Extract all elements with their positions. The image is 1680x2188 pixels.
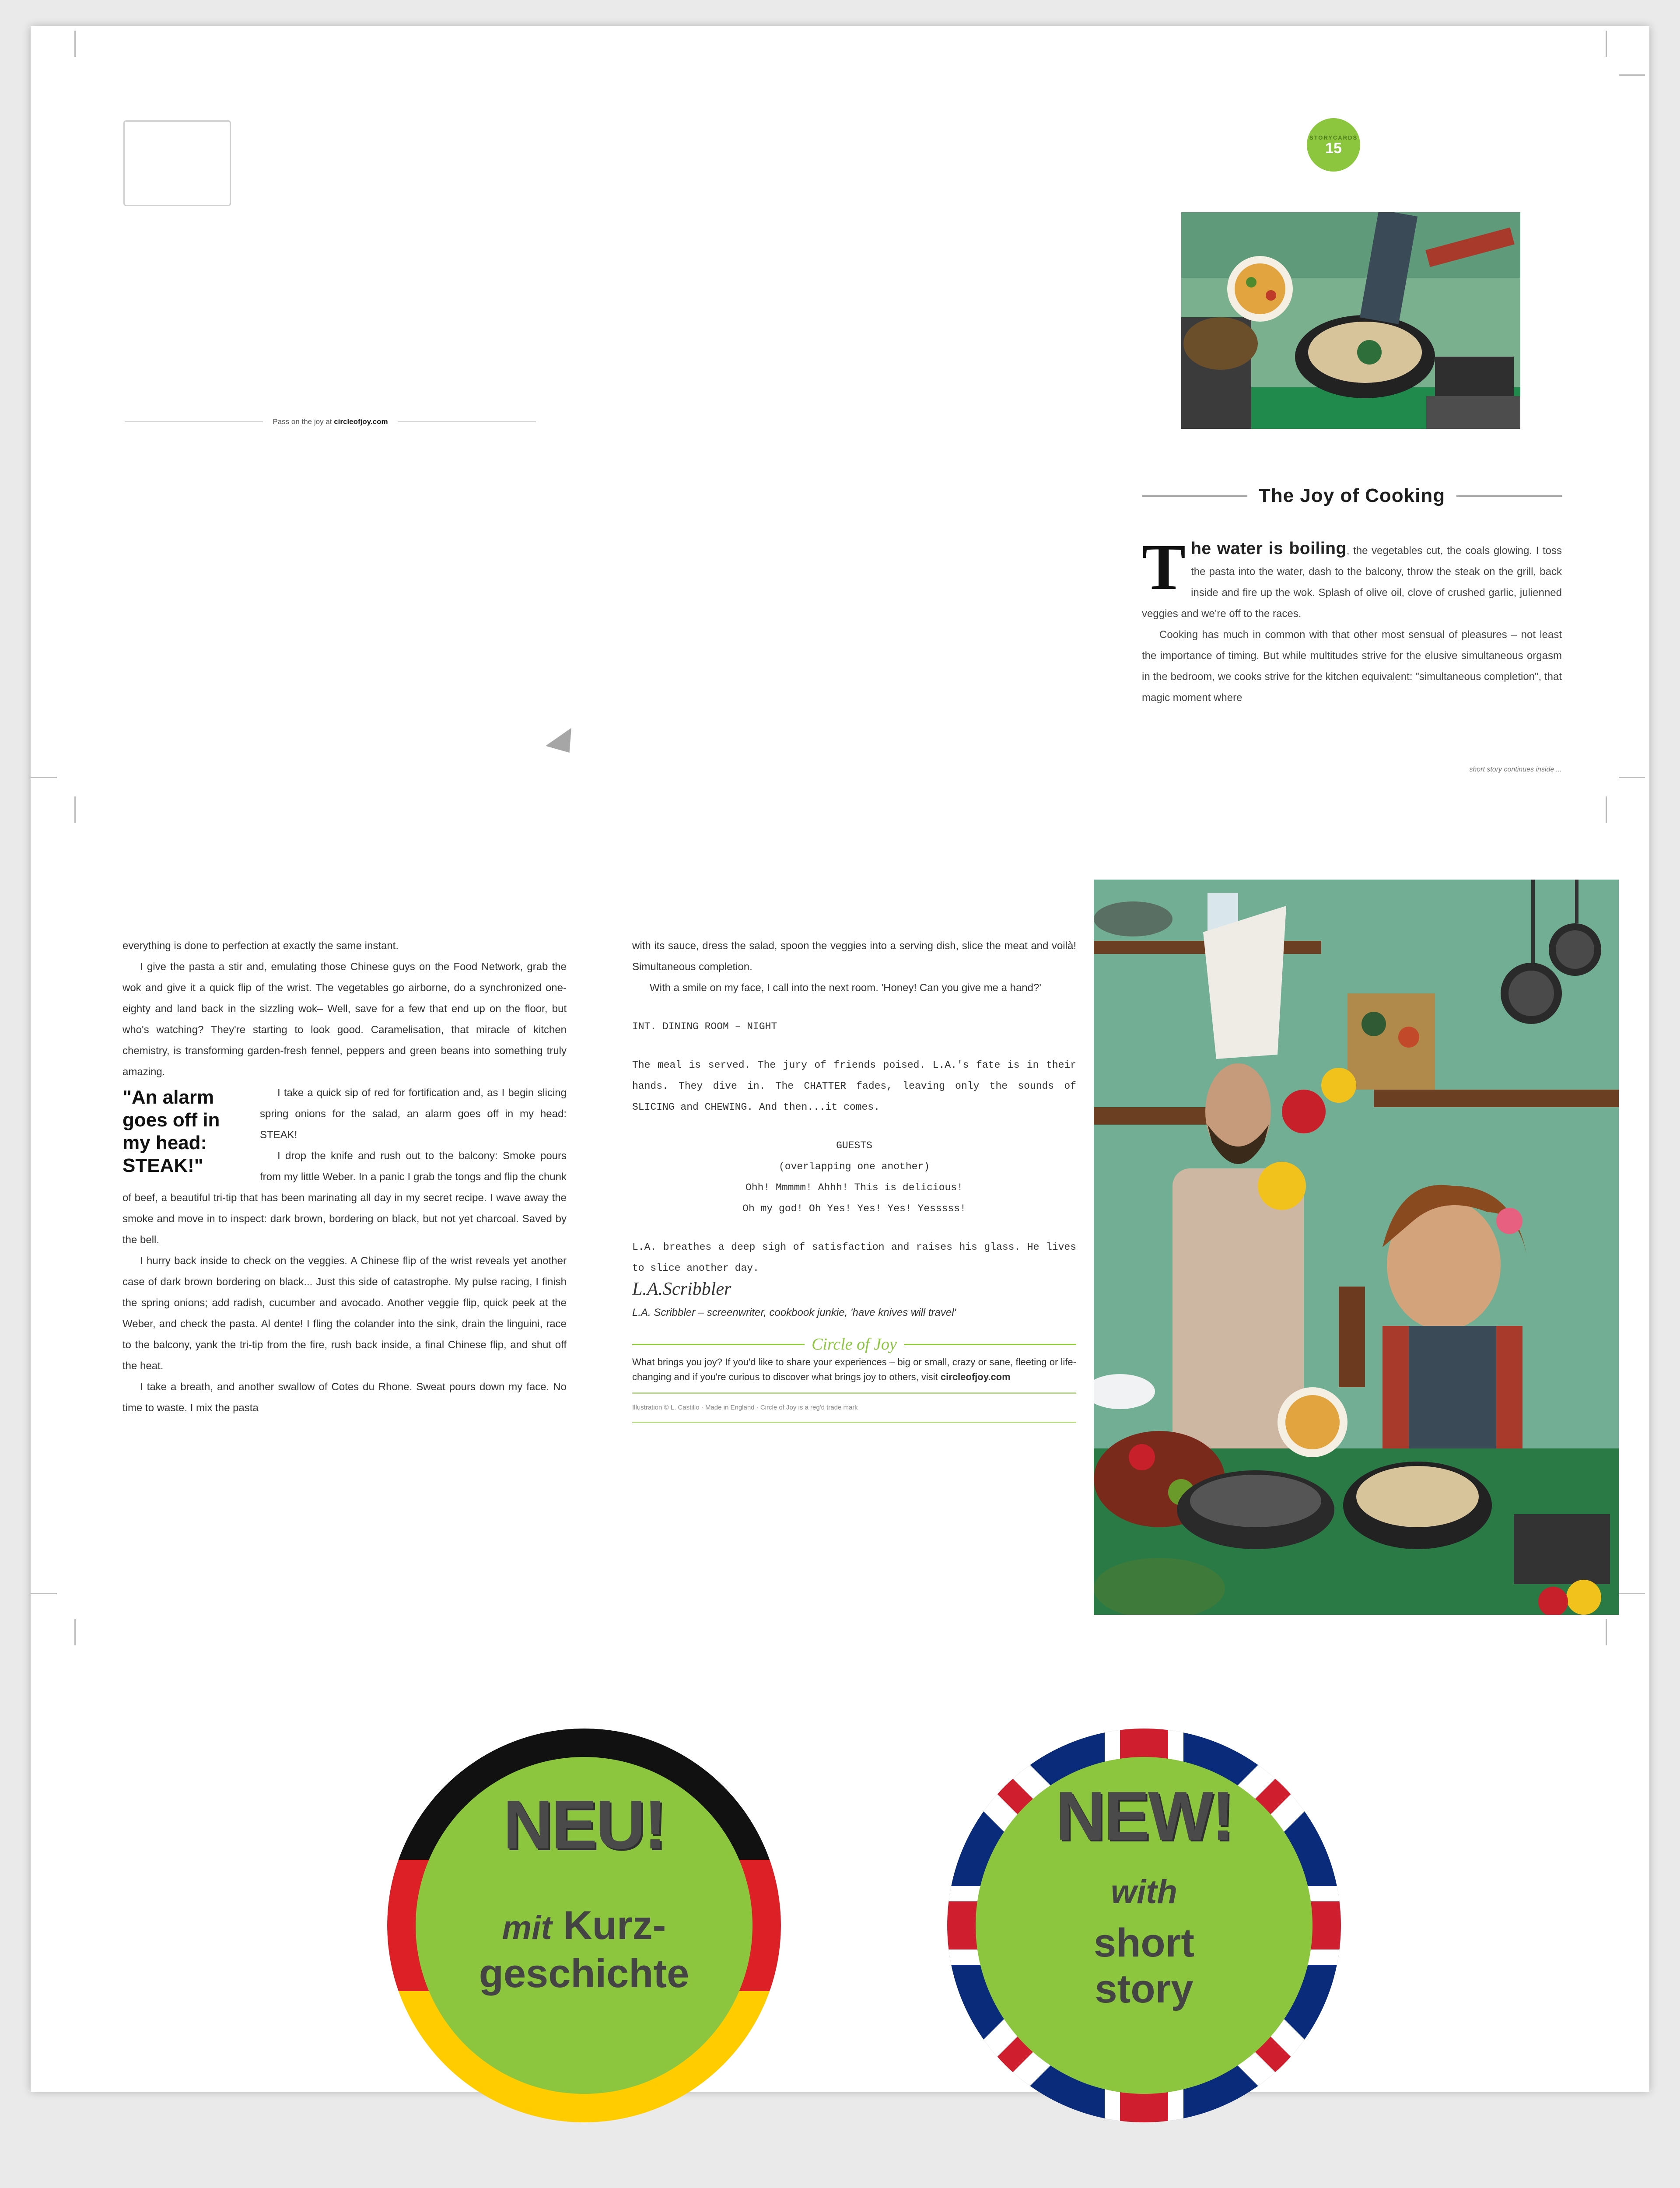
author-signature: L.A.Scribbler [632,1279,732,1299]
script-character: GUESTS [836,1140,872,1151]
sticker-line: story [1095,1967,1194,2011]
print-sheet [31,26,1649,2092]
circle-of-joy-logo: Circle of Joy [812,1335,897,1353]
story-paragraph: I drop the knife and rush out to the balcony: Smoke pours from my little Weber. In a panic I grab the tongs and flip the chunk of beef, a beautiful tri-tip that has been marinating all day in my secret recipe. I wave away the smoke and move in to inspect: dark brown, bordering on black, but not yet charcoal. Saved by the bell. [122,1150,567,1246]
badge-label: STORYCARDS [1309,134,1358,141]
story-paragraph: I take a quick sip of red for fortification and, as I begin slicing spring onions for the salad, an alarm goes off in my head: STEAK! [260,1087,567,1141]
story-paragraph: I hurry back inside to check on the veggies. A Chinese flip of the wrist reveals yet another case of dark brown bordering on black... Just this side of catastrophe. My pulse racing, I finish the spring onions; add radish, cucumber and avocado. Another veggie flip, quick peek at the Weber, and check the pasta. Al dente! I fling the colander into the sink, drain the linguini, race to the balcony, yank the tri-tip from the fire, rush back inside, a final Chinese flip, and shut off the heat. [122,1255,567,1372]
sticker-headline: NEW! [1055,1778,1233,1855]
script-parenthetical: (overlapping one another) [778,1161,930,1172]
sticker-german [387,1729,781,2122]
story-paragraph: everything is done to perfection at exactly the same instant. [122,940,399,952]
story-paragraph: with its sauce, dress the salad, spoon the veggies into a serving dish, slice the meat and voilà! Simultaneous completion. [632,940,1076,973]
storycards-badge [1307,118,1360,172]
sticker-headline: NEU! [503,1786,665,1863]
crop-mark [74,1619,76,1645]
crop-mark [1619,777,1645,778]
circle-of-joy-row [632,1334,1076,1355]
pass-on-text: Pass on the joy at circleofjoy.com [273,417,388,426]
crop-mark [1606,1619,1607,1645]
story-title: The Joy of Cooking [1258,485,1446,506]
pull-quote: "An alarm goes off in my head: STEAK!" [122,1087,220,1176]
sticker-english [947,1729,1341,2122]
crop-mark [1619,1593,1645,1594]
story-intro [1142,531,1562,708]
lead-in: he water is boiling [1191,539,1347,558]
crop-mark [1619,74,1645,76]
fold-arrow-icon [546,728,582,761]
script-dialogue: Ohh! Mmmmm! Ahhh! This is delicious! [746,1182,963,1193]
sticker-line: mit Kurz- [502,1903,666,1948]
intro-paragraph [1142,531,1562,624]
sticker-line: short [1094,1921,1194,1965]
illustration-credit: Illustration © L. Castillo · Made in England · Circle of Joy is a reg'd trade mark [632,1392,1076,1423]
badge-number: 15 [1325,140,1342,157]
story-paragraph: I take a breath, and another swallow of Cotes du Rhone. Sweat pours down my face. No time to waste. I mix the pasta [122,1381,567,1414]
divider [398,421,536,422]
story-paragraph: I give the pasta a stir and, emulating those Chinese guys on the Food Network, grab the wok and give it a quick flip of the wrist. The vegetables go airborne, do a synchronized one-eighty and land back in the sizzling wok– Well, save for a few that end up on the floor, but who's watching? They're starting to look good. Caramelisation, that miracle of kitchen chemistry, is transforming garden-fresh fennel, peppers and green beans into something truly amazing. [122,961,567,1078]
sticker-line: with [1111,1873,1177,1911]
script-heading: INT. DINING ROOM – NIGHT [632,1021,777,1032]
crop-mark [31,777,57,778]
crop-mark [74,31,76,57]
script-action: The meal is served. The jury of friends poised. L.A.'s fate is in their hands. They dive in. The CHATTER fades, leaving only the sounds of SLICING and CHEWING. And then...it comes. [632,1059,1076,1113]
divider [632,1344,805,1345]
cooking-illustration-small [1181,212,1520,429]
stamp-box [123,120,231,206]
author-bio: L.A. Scribbler – screenwriter, cookbook junkie, 'have knives will travel' [632,1307,956,1318]
story-column-2 [632,936,1076,1423]
divider [1142,495,1247,497]
intro-paragraph: Cooking has much in common with that other most sensual of pleasures – not least the importance of timing. But while multitudes strive for the elusive simultaneous orgasm in the bedroom, we cooks strive for the kitchen equivalent: "simultaneous completion", that magic moment where [1142,629,1562,704]
intro-text: , the vegetables cut, the coals glowing. I toss the pasta into the water, dash to the balcony, throw the steak on the grill, back inside and fire up the wok. Splash of olive oil, clove of crushed garlic, julienned veggies and we're off to the races. [1142,545,1562,620]
pass-on-line [125,418,536,426]
story-title-row [1142,485,1562,507]
crop-mark [31,1593,57,1594]
cooking-illustration-large [1094,880,1619,1615]
crop-mark [74,796,76,823]
crop-mark [1606,796,1607,823]
script-dialogue: Oh my god! Oh Yes! Yes! Yes! Yesssss! [742,1203,966,1214]
script-action: L.A. breathes a deep sigh of satisfaction and raises his glass. He lives to slice another day. [632,1241,1076,1274]
continues-note: short story continues inside ... [1469,766,1562,773]
story-paragraph: With a smile on my face, I call into the next room. 'Honey! Can you give me a hand?' [650,982,1041,994]
sticker-line: geschichte [479,1951,690,1996]
drop-cap: T [1142,531,1186,603]
divider [904,1344,1076,1345]
crop-mark [1606,31,1607,57]
divider [125,421,263,422]
story-column-1 [122,936,567,1419]
divider [1456,495,1562,497]
share-invite: What brings you joy? If you'd like to share your experiences – big or small, crazy or sane, fleeting or life-changing and if you're curious to discover what brings joy to others, visit circleofjoy.com [632,1357,1076,1382]
